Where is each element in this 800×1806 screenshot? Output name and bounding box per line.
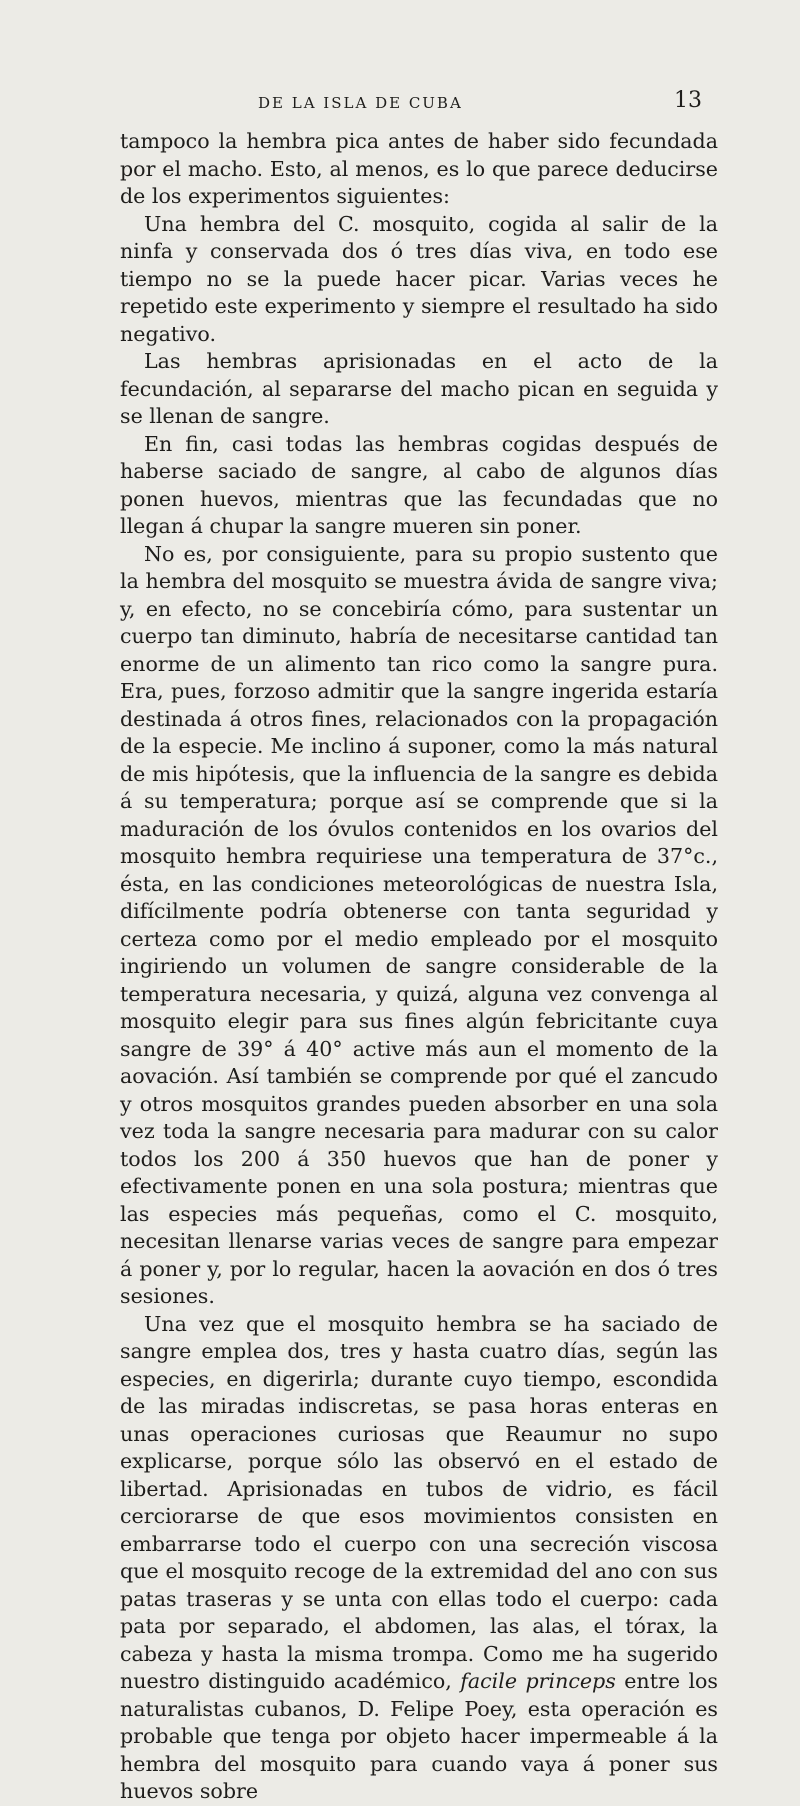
page-number: 13 [674, 88, 702, 113]
paragraph-3: Las hembras aprisionadas en el acto de la fecundación, al separarse del macho pican en seguida y se llenan de sangre. [120, 349, 718, 428]
paragraph-2: Una hembra del C. mosquito, cogida al salir de la ninfa y conservada dos ó tres días viva, en todo ese tiempo no se la puede hacer picar. Varias veces he repetido este experimento y siempre el resultado ha sido negativo. [120, 211, 718, 346]
running-head: DE LA ISLA DE CUBA [258, 94, 463, 112]
paragraph-6-text-after: entre los naturalistas cubanos, D. Felipe Poey, esta operación es probable que tenga por objeto hacer impermeable á la hembra del mosquito para cuando vaya á poner sus huevos sobre [120, 1669, 718, 1803]
body-text [120, 128, 718, 1806]
paragraph-6-italic-phrase: facile princeps [460, 1669, 616, 1693]
paragraph-6 [120, 1311, 718, 1806]
paragraph-1: tampoco la hembra pica antes de haber sido fecundada por el macho. Esto, al menos, es lo que parece deducirse de los experimentos siguientes: [120, 129, 718, 208]
paragraph-5: No es, por consiguiente, para su propio sustento que la hembra del mosquito se muestra ávida de sangre viva; y, en efecto, no se concebiría cómo, para sustentar un cuerpo tan diminuto, habría de necesitarse cantidad tan enorme de un alimento tan rico como la sangre pura. Era, pues, forzoso admitir que la sangre ingerida estaría destinada á otros fines, relacionados con la propagación de la especie. Me inclino á suponer, como la más natural de mis hipótesis, que la influencia de la sangre es debida á su temperatura; porque así se comprende que si la maduración de los óvulos contenidos en los ovarios del mosquito hembra requiriese una temperatura de 37°c., ésta, en las condiciones meteorológicas de nuestra Isla, difícilmente podría obtenerse con tanta seguridad y certeza como por el medio empleado por el mosquito ingiriendo un volumen de sangre considerable de la temperatura necesaria, y quizá, alguna vez convenga al mosquito elegir para sus fines algún febricitante cuya sangre de 39° á 40° active más aun el momento de la aovación. Así también se comprende por qué el zancudo y otros mosquitos grandes pueden absorber en una sola vez toda la sangre necesaria para madurar con su calor todos los 200 á 350 huevos que han de poner y efectivamente ponen en una sola postura; mientras que las especies más pequeñas, como el C. mosquito, necesitan llenarse varias veces de sangre para empezar á poner y, por lo regular, hacen la aovación en dos ó tres sesiones. [120, 541, 718, 1308]
paragraph-6-text-before: Una vez que el mosquito hembra se ha saciado de sangre emplea dos, tres y hasta cuatro días, según las especies, en digerirla; durante cuyo tiempo, escondida de las miradas indiscretas, se pasa horas enteras en unas operaciones curiosas que Reaumur no supo explicarse, porque sólo las observó en el estado de libertad. Aprisionadas en tubos de vidrio, es fácil cerciorarse de que esos movimientos consisten en embarrarse todo el cuerpo con una secreción viscosa que el mosquito recoge de la extremidad del ano con sus patas traseras y se unta con ellas todo el cuerpo: cada pata por separado, el abdomen, las alas, el tórax, la cabeza y hasta la misma trompa. Como me ha sugerido nuestro distinguido académico, [120, 1311, 718, 1693]
paragraph-4: En fin, casi todas las hembras cogidas después de haberse saciado de sangre, al cabo de algunos días ponen huevos, mientras que las fecundadas que no llegan á chupar la sangre mueren sin poner. [120, 431, 718, 538]
